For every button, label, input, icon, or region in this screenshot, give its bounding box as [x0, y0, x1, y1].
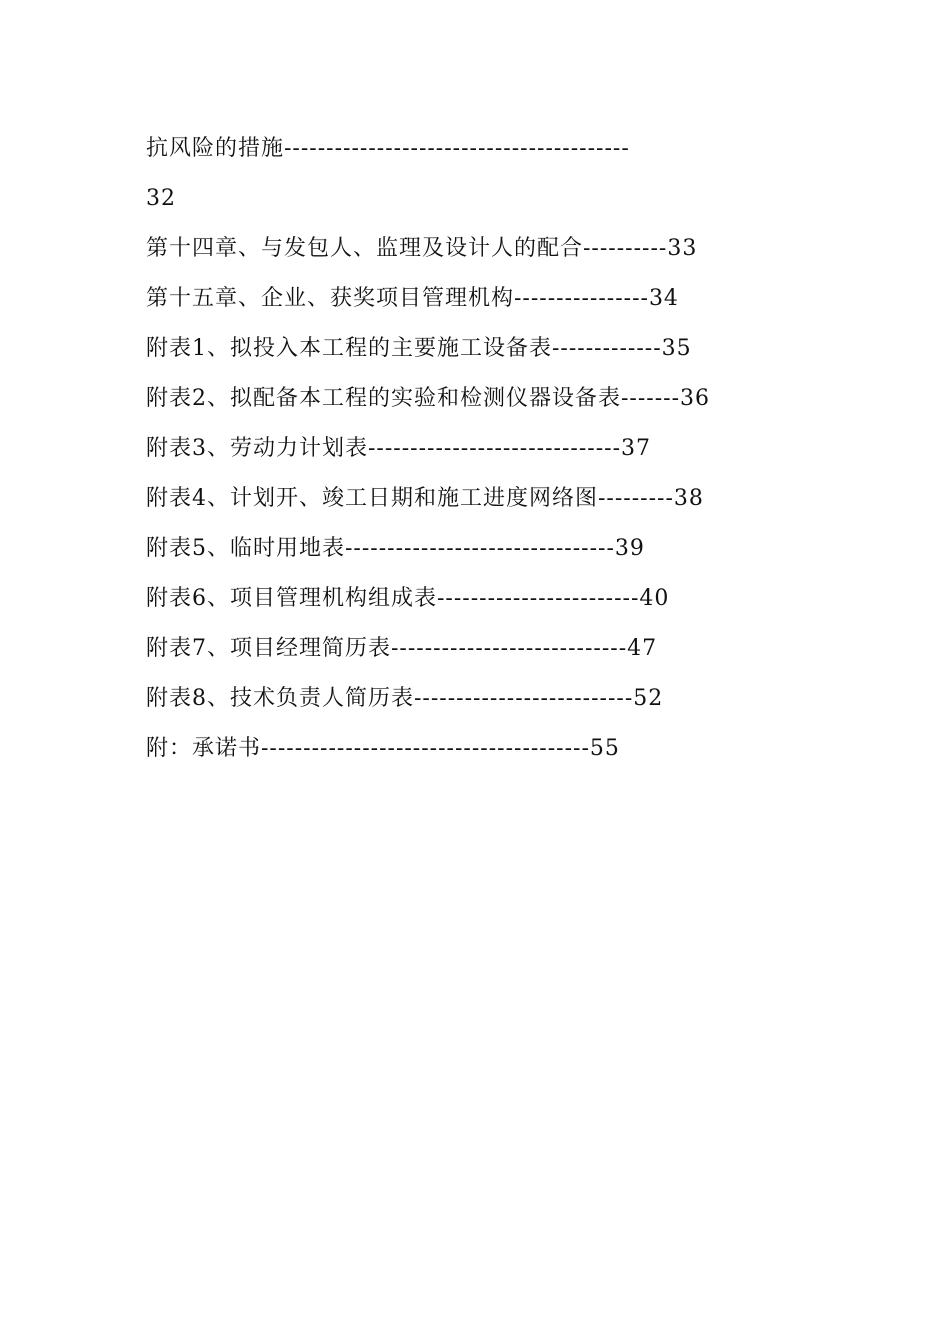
- toc-entry-chapter-15: 第十五章、企业、获奖项目管理机构----------------34: [146, 286, 679, 311]
- toc-entry-chapter-14: 第十四章、与发包人、监理及设计人的配合----------33: [146, 236, 698, 261]
- toc-entry-appendix-6: 附表6、项目管理机构组成表------------------------40: [146, 586, 670, 611]
- toc-entry-appendix-5: 附表5、临时用地表--------------------------------39: [146, 536, 645, 561]
- toc-entry-commitment-letter: 附：承诺书---------------------------------------55: [146, 736, 620, 761]
- table-of-contents: [146, 124, 826, 774]
- toc-entry-appendix-4: 附表4、计划开、竣工日期和施工进度网络图---------38: [146, 486, 704, 511]
- toc-entry-page-number: 32: [146, 186, 176, 211]
- toc-entry-appendix-8: 附表8、技术负责人简历表--------------------------52: [146, 686, 664, 711]
- toc-entry-appendix-7: 附表7、项目经理简历表----------------------------47: [146, 636, 658, 661]
- toc-entry-appendix-1: 附表1、拟投入本工程的主要施工设备表-------------35: [146, 336, 692, 361]
- toc-entry-appendix-2: 附表2、拟配备本工程的实验和检测仪器设备表-------36: [146, 386, 711, 411]
- toc-entry-risk-measures: 抗风险的措施-----------------------------------------: [146, 136, 630, 161]
- toc-entry-appendix-3: 附表3、劳动力计划表------------------------------37: [146, 436, 651, 461]
